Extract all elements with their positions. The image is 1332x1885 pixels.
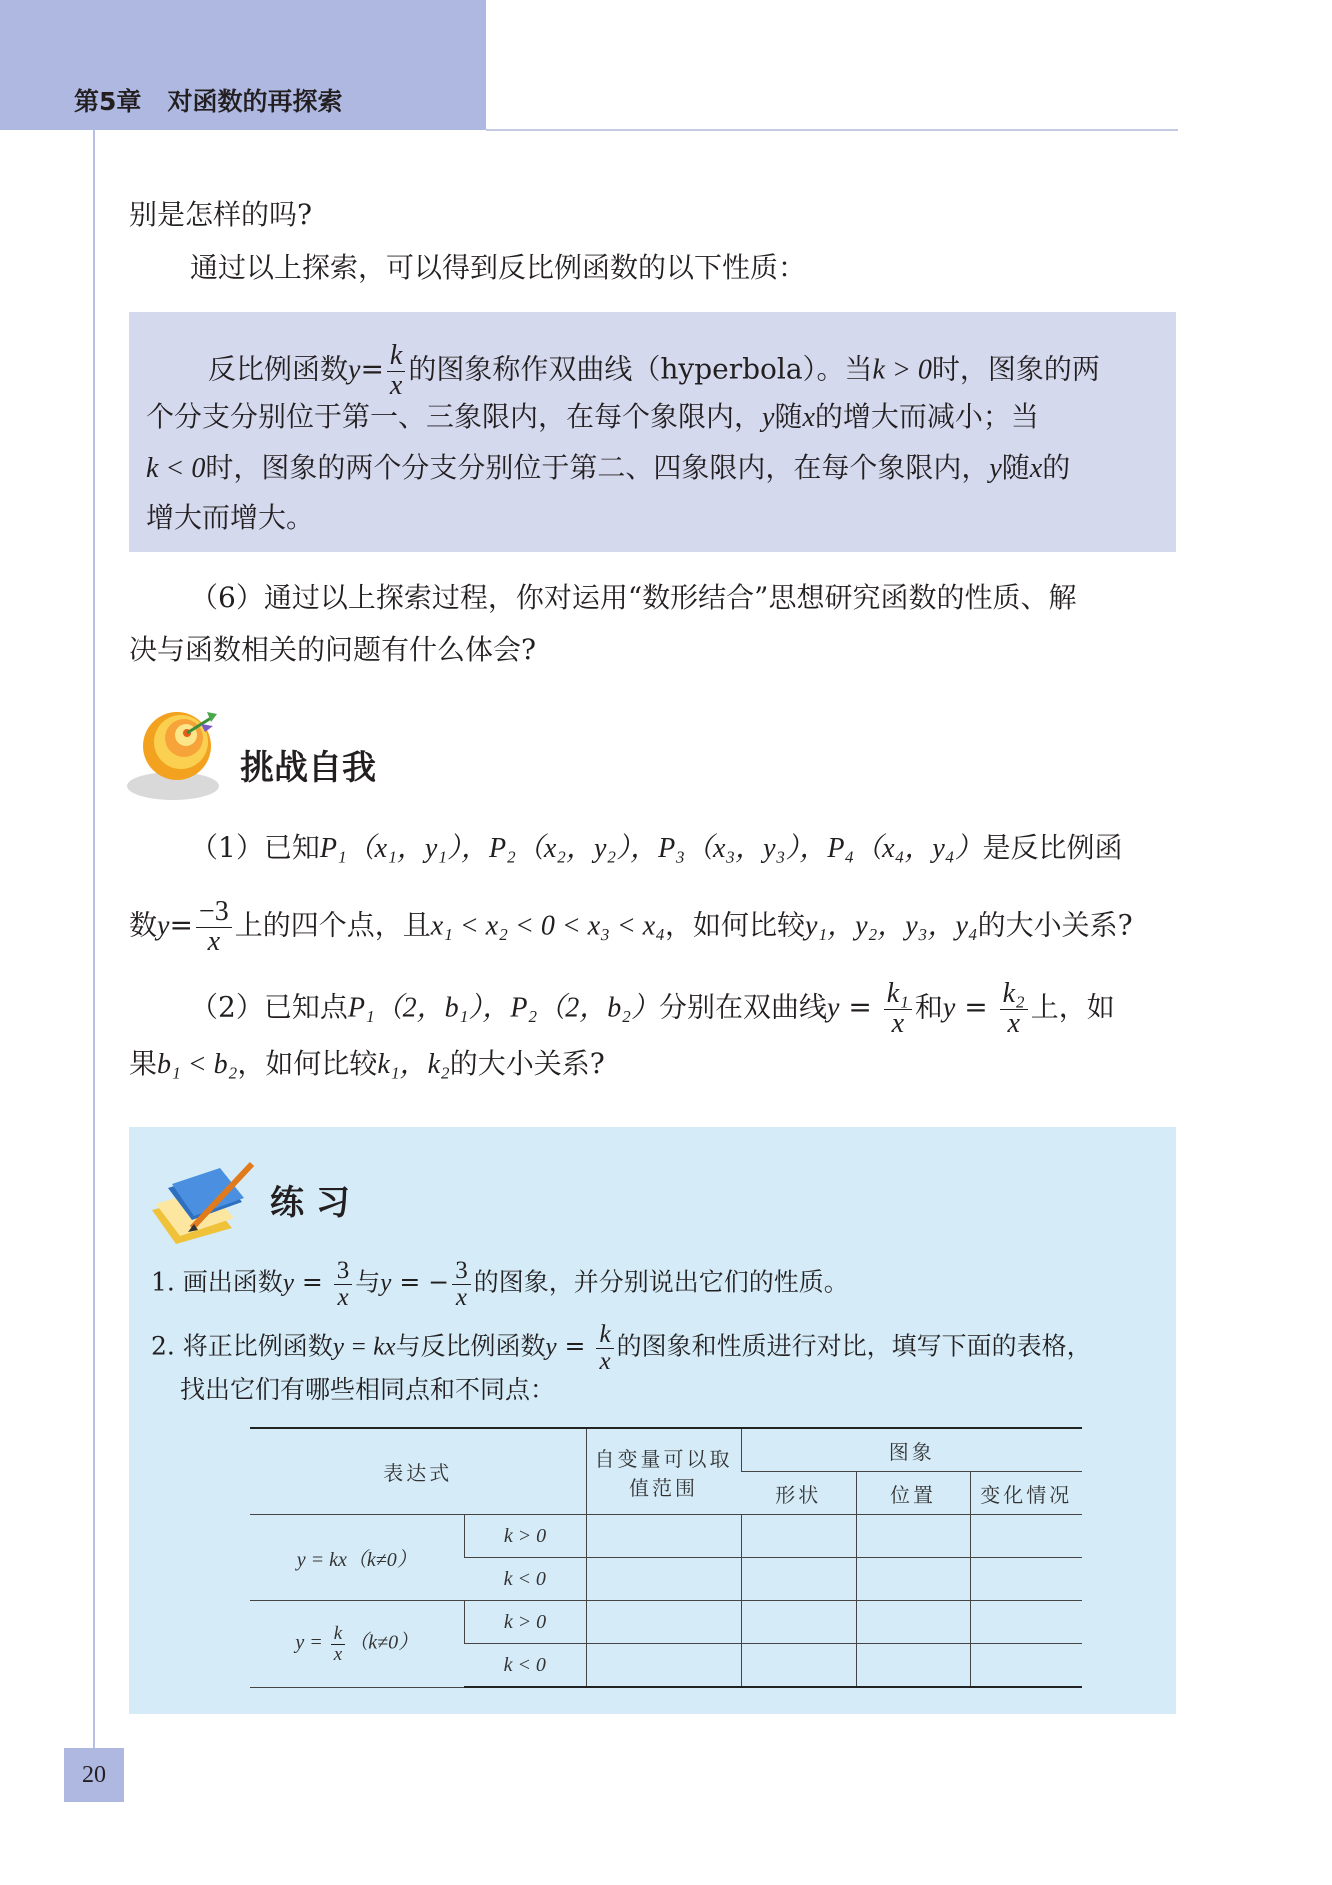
notebook-pencil-icon bbox=[148, 1158, 258, 1248]
fraction-k1-over-x: $\frac{\text{k₁}}{x}$ bbox=[884, 980, 912, 1038]
row-inverse-function: y = $\frac{k}{x}$ （k≠0） bbox=[250, 1601, 464, 1688]
condition-k-negative: k < 0 bbox=[464, 1644, 586, 1688]
header-shape: 形状 bbox=[741, 1472, 856, 1515]
header-change: 变化情况 bbox=[970, 1472, 1082, 1515]
cell-shape[interactable] bbox=[741, 1515, 856, 1558]
property-line-1: 反比例函数y= $\frac{k}{x}$ 的图象称作双曲线（hyperbola）。当k > 0时，图象的两 bbox=[208, 340, 1100, 401]
intro-line-1: 别是怎样的吗? bbox=[129, 198, 313, 231]
cell-position[interactable] bbox=[856, 1644, 970, 1688]
property-line-2: 个分支分别位于第一、三象限内，在每个象限内，y随x的增大而减小；当 bbox=[146, 400, 1039, 433]
question-6-line-2: 决与函数相关的问题有什么体会? bbox=[129, 633, 537, 666]
challenge-q2-line-1: （2）已知点P₁（2，b₁），P₂（2，b₂）分别在双曲线y = $\frac{\text{k₁}}{x}$ 和y = $\frac{\text{k₂}}{x}$ 上，如 bbox=[190, 978, 1115, 1039]
page-number: 20 bbox=[64, 1748, 124, 1802]
cell-position[interactable] bbox=[856, 1515, 970, 1558]
property-line-4: 增大而增大。 bbox=[146, 501, 315, 534]
header-expression: 表达式 bbox=[250, 1428, 586, 1515]
table-header-row bbox=[250, 1428, 1082, 1472]
intro-line-2: 通过以上探索，可以得到反比例函数的以下性质： bbox=[190, 251, 807, 284]
header-domain: 自变量可以取 值范围 bbox=[586, 1428, 741, 1515]
target-icon bbox=[125, 700, 235, 810]
cell-domain[interactable] bbox=[586, 1601, 741, 1644]
cell-shape[interactable] bbox=[741, 1601, 856, 1644]
cell-shape[interactable] bbox=[741, 1644, 856, 1688]
fraction-3-over-x: $\frac{3}{x}$ bbox=[334, 1258, 353, 1310]
challenge-q1-line-1: （1）已知P₁（x₁，y₁），P₂（x₂，y₂），P₃（x₃，y₃），P₄（x₄，y₄）是反比例函 bbox=[190, 831, 1123, 864]
row-linear-function: y = kx（k≠0） bbox=[250, 1515, 464, 1601]
table-row bbox=[250, 1515, 1082, 1558]
header-graph: 图象 bbox=[741, 1428, 1082, 1472]
cell-change[interactable] bbox=[970, 1515, 1082, 1558]
practice-title: 练 习 bbox=[270, 1183, 350, 1223]
cell-change[interactable] bbox=[970, 1644, 1082, 1688]
cell-shape[interactable] bbox=[741, 1558, 856, 1601]
margin-line bbox=[93, 130, 95, 1750]
chapter-title: 第5章 对函数的再探索 bbox=[74, 87, 343, 116]
header-position: 位置 bbox=[856, 1472, 970, 1515]
property-line-3: k < 0时，图象的两个分支分别位于第二、四象限内，在每个象限内，y随x的 bbox=[146, 451, 1071, 484]
challenge-q1-line-2: 数y= $\frac{-3}{x}$ 上的四个点，且x₁ < x₂ < 0 < x₃ < x₄，如何比较y₁，y₂，y₃，y₄的大小关系? bbox=[129, 896, 1133, 957]
fraction-3-over-x-negative: $\frac{3}{x}$ bbox=[452, 1258, 471, 1310]
cell-change[interactable] bbox=[970, 1601, 1082, 1644]
fraction-k-over-x-practice: $\frac{k}{x}$ bbox=[596, 1322, 613, 1374]
cell-domain[interactable] bbox=[586, 1515, 741, 1558]
table-row bbox=[250, 1601, 1082, 1644]
condition-k-positive: k > 0 bbox=[464, 1601, 586, 1644]
fraction-k-over-x-table: $\frac{k}{x}$ bbox=[331, 1624, 345, 1664]
fraction-k-over-x: $\frac{k}{x}$ bbox=[387, 342, 405, 400]
condition-k-positive: k > 0 bbox=[464, 1515, 586, 1558]
cell-domain[interactable] bbox=[586, 1644, 741, 1688]
cell-position[interactable] bbox=[856, 1601, 970, 1644]
cell-position[interactable] bbox=[856, 1558, 970, 1601]
cell-change[interactable] bbox=[970, 1558, 1082, 1601]
practice-item-2-line-2: 找出它们有哪些相同点和不同点： bbox=[180, 1375, 556, 1404]
fraction-minus3-over-x: $\frac{-3}{x}$ bbox=[196, 898, 232, 956]
challenge-title: 挑战自我 bbox=[240, 748, 376, 788]
comparison-table bbox=[250, 1427, 1082, 1688]
cell-domain[interactable] bbox=[586, 1558, 741, 1601]
practice-item-2-line-1: 2. 将正比例函数y = kx与反比例函数y = $\frac{k}{x}$ 的图象和性质进行对比，填写下面的表格， bbox=[151, 1321, 1092, 1375]
header-rule bbox=[486, 129, 1178, 131]
challenge-q2-line-2: 果b₁ < b₂，如何比较k₁，k₂的大小关系? bbox=[129, 1047, 605, 1080]
condition-k-negative: k < 0 bbox=[464, 1558, 586, 1601]
question-6-line-1: （6）通过以上探索过程，你对运用“数形结合”思想研究函数的性质、解 bbox=[190, 581, 1077, 614]
practice-item-1: 1. 画出函数y = $\frac{3}{x}$ 与y = − $\frac{3}{x}$ 的图象，并分别说出它们的性质。 bbox=[151, 1257, 849, 1311]
fraction-k2-over-x: $\frac{\text{k₂}}{x}$ bbox=[1000, 980, 1028, 1038]
